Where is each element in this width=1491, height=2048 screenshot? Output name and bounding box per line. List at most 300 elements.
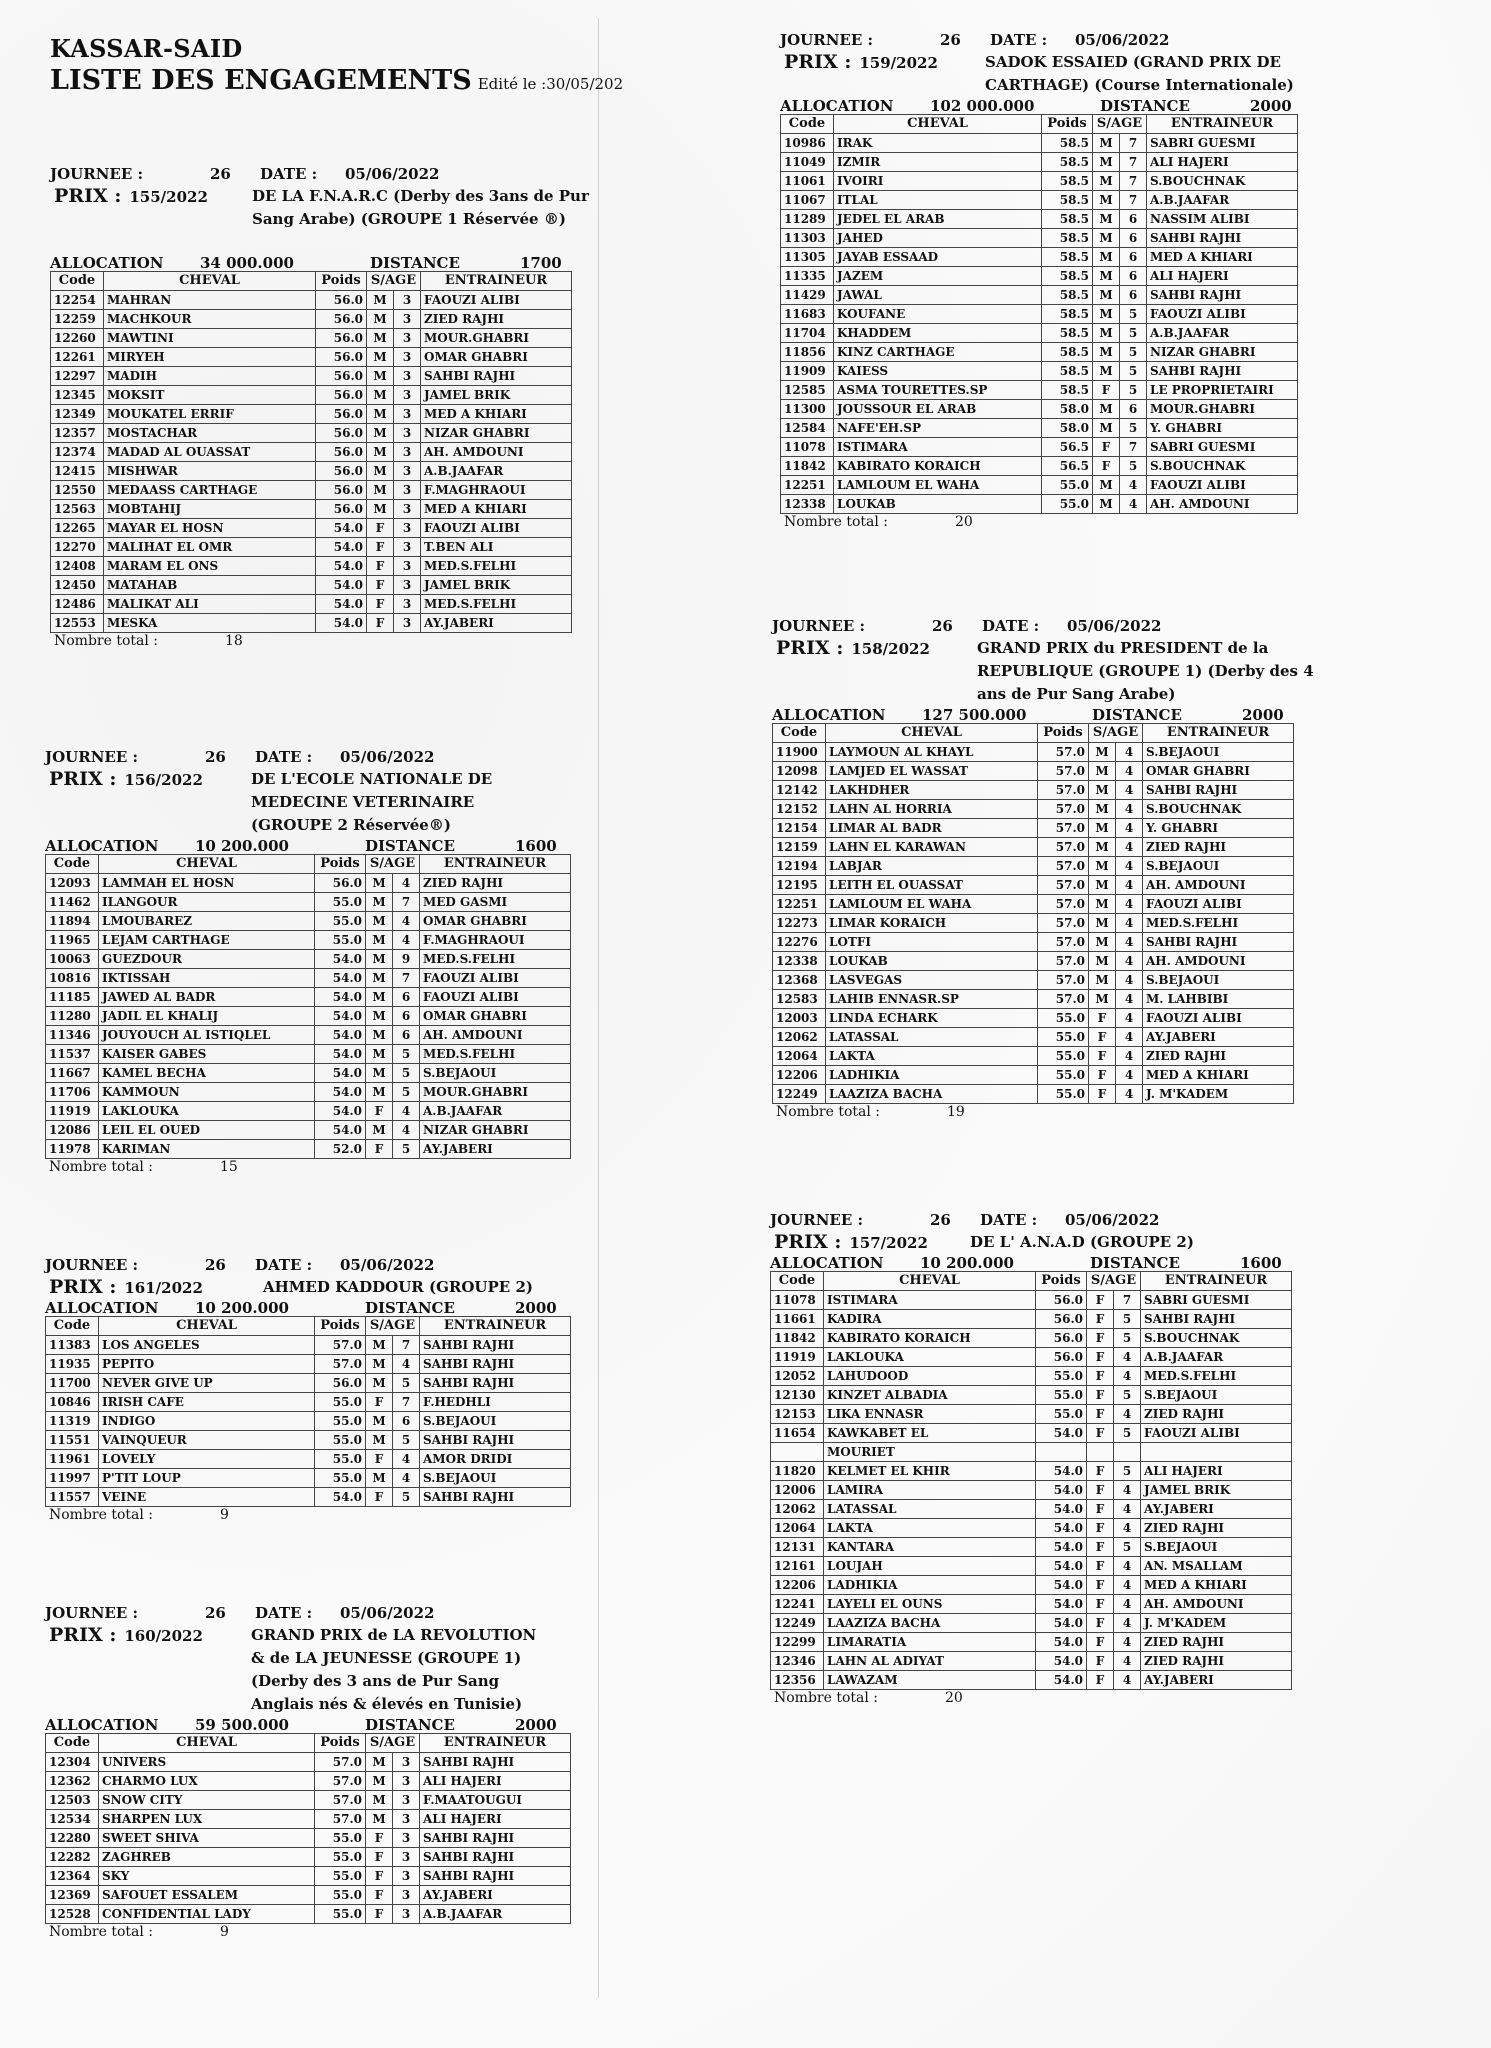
cell-weight: 54.0 [316,576,367,595]
table-row [781,210,1298,229]
cell-code: 11280 [46,1007,99,1026]
cell-age: 6 [1120,229,1147,248]
table-row [771,1310,1292,1329]
cell-age: 3 [394,348,421,367]
date-value: 05/06/2022 [340,1604,435,1622]
cell-trainer: S.BOUCHNAK [1143,800,1294,819]
cell-age: 3 [393,1753,420,1772]
cell-weight: 56.5 [1042,438,1093,457]
cell-weight: 57.0 [315,1772,366,1791]
header-code: Code [781,115,834,134]
table-row [51,595,572,614]
cell-weight: 54.0 [315,950,366,969]
cell-code: 12368 [773,971,826,990]
cell-trainer: S.BOUCHNAK [1141,1329,1292,1348]
cell-trainer: SAHBI RAJHI [1141,1310,1292,1329]
cell-code: 12261 [51,348,104,367]
cell-sex: F [366,1450,393,1469]
cell-sex: F [366,1393,393,1412]
cell-age: 5 [1120,457,1147,476]
cell-weight: 58.5 [1042,305,1093,324]
table-row [781,153,1298,172]
cell-horse: MOSTACHAR [104,424,316,443]
distance-value: 1600 [515,837,557,855]
table-row [51,443,572,462]
cell-weight: 54.0 [315,988,366,1007]
table-row [46,1829,571,1848]
cell-sex: M [366,1772,393,1791]
cell-age: 4 [1114,1671,1141,1690]
total-value: 9 [220,1924,229,1940]
table-row [773,990,1294,1009]
cell-trainer: MED A KHIARI [1141,1576,1292,1595]
cell-age: 4 [1116,800,1143,819]
cell-horse: MOKSIT [104,386,316,405]
cell-trainer: ZIED RAJHI [421,310,572,329]
table-row [51,576,572,595]
cell-horse: LOUKAB [834,495,1042,514]
cell-age: 4 [393,1355,420,1374]
table-row [781,362,1298,381]
table-row [781,286,1298,305]
distance-label: DISTANCE [365,1716,455,1734]
total-row [772,1104,1294,1124]
date-value: 05/06/2022 [345,165,440,183]
cell-age: 4 [1116,819,1143,838]
cell-horse: LMOUBAREZ [99,912,315,931]
cell-sex: M [366,931,393,950]
cell-horse: LIMAR KORAICH [826,914,1038,933]
race-block-158-2022 [772,617,1314,1124]
cell-sex: M [367,329,394,348]
table-row [781,229,1298,248]
cell-horse: SWEET SHIVA [99,1829,315,1848]
table-header [51,272,572,291]
cell-code: 11185 [46,988,99,1007]
cell-code: 11706 [46,1083,99,1102]
cell-age: 4 [1116,1085,1143,1104]
date-value: 05/06/2022 [1075,31,1170,49]
cell-trainer: SAHBI RAJHI [421,367,572,386]
cell-sex: M [366,1336,393,1355]
header-sage: S/AGE [366,1317,420,1336]
header-cheval: CHEVAL [104,272,316,291]
cell-code: 11683 [781,305,834,324]
cell-code: 12346 [771,1652,824,1671]
cell-weight: 56.0 [316,367,367,386]
cell-weight: 58.5 [1042,267,1093,286]
cell-sex: F [1087,1367,1114,1386]
cell-age: 3 [394,500,421,519]
cell-sex: M [366,1121,393,1140]
cell-code: 12280 [46,1829,99,1848]
cell-sex: M [366,1469,393,1488]
cell-code: 11654 [771,1424,824,1443]
cell-weight: 55.0 [1036,1367,1087,1386]
cell-trainer: A.B.JAAFAR [1147,324,1298,343]
cell-trainer: SAHBI RAJHI [420,1867,571,1886]
cell-age: 3 [394,424,421,443]
cell-trainer: SAHBI RAJHI [1147,229,1298,248]
allocation-row [45,1716,571,1733]
cell-trainer: AH. AMDOUNI [1143,952,1294,971]
cell-sex: M [1089,838,1116,857]
cell-trainer: ALI HAJERI [1147,153,1298,172]
cell-trainer: S.BEJAOUI [420,1469,571,1488]
cell-trainer [1141,1443,1292,1462]
cell-age: 3 [393,1772,420,1791]
distance-label: DISTANCE [1100,97,1190,115]
cell-trainer: MED.S.FELHI [1141,1367,1292,1386]
cell-weight: 54.0 [1036,1538,1087,1557]
race-meta [770,1211,1292,1231]
cell-age: 6 [393,988,420,1007]
cell-horse: LAKLOUKA [99,1102,315,1121]
cell-trainer: A.B.JAAFAR [1141,1348,1292,1367]
cell-code: 12131 [771,1538,824,1557]
cell-sex: M [1093,248,1120,267]
allocation-row [770,1254,1292,1271]
table-row [781,400,1298,419]
cell-age: 3 [394,595,421,614]
cell-age: 4 [1114,1348,1141,1367]
cell-horse: KOUFANE [834,305,1042,324]
cell-trainer: S.BOUCHNAK [1147,457,1298,476]
cell-weight: 57.0 [1038,933,1089,952]
prix-row [45,768,571,837]
cell-age: 4 [393,1450,420,1469]
cell-code: 11661 [771,1310,824,1329]
table-row [773,1066,1294,1085]
cell-code: 11667 [46,1064,99,1083]
cell-trainer: OMAR GHABRI [420,912,571,931]
cell-trainer: JAMEL BRIK [421,386,572,405]
cell-weight: 58.5 [1042,134,1093,153]
cell-horse: ILANGOUR [99,893,315,912]
cell-sex: M [1093,172,1120,191]
cell-age: 3 [393,1886,420,1905]
cell-weight: 58.5 [1042,381,1093,400]
cell-code: 12064 [771,1519,824,1538]
cell-horse: LAMLOUM EL WAHA [834,476,1042,495]
cell-age: 6 [393,1026,420,1045]
cell-age: 3 [394,291,421,310]
cell-weight: 57.0 [1038,781,1089,800]
cell-horse: MACHKOUR [104,310,316,329]
cell-code: 12062 [773,1028,826,1047]
cell-weight: 52.0 [315,1140,366,1159]
cell-horse: PEPITO [99,1355,315,1374]
cell-sex: M [1093,305,1120,324]
cell-code: 12486 [51,595,104,614]
cell-age: 5 [393,1431,420,1450]
cell-sex: M [366,1007,393,1026]
prix-label-text: PRIX : [784,51,852,73]
total-label: Nombre total : [49,1159,154,1175]
cell-horse: KAMMOUN [99,1083,315,1102]
cell-code: 12304 [46,1753,99,1772]
cell-sex: M [1093,419,1120,438]
table-row [51,367,572,386]
cell-horse: JAYAB ESSAAD [834,248,1042,267]
race-title: DE LA F.N.A.R.C (Derby des 3ans de Pur Sang Arabe) (GROUPE 1 Réservée ®) [252,187,589,228]
cell-weight: 57.0 [1038,971,1089,990]
cell-sex [1087,1443,1114,1462]
cell-age: 3 [394,576,421,595]
cell-trainer: A.B.JAAFAR [1147,191,1298,210]
cell-sex: M [366,1045,393,1064]
cell-horse: MIRYEH [104,348,316,367]
cell-sex: M [367,424,394,443]
cell-trainer: FAOUZI ALIBI [1141,1424,1292,1443]
cell-trainer: MED A KHIARI [421,405,572,424]
table-row [773,819,1294,838]
cell-age: 4 [1116,743,1143,762]
cell-weight: 54.0 [315,1083,366,1102]
cell-sex: F [1089,1085,1116,1104]
cell-sex: F [1093,381,1120,400]
header-sage: S/AGE [367,272,421,291]
cell-age: 4 [1114,1481,1141,1500]
cell-weight: 55.0 [1036,1405,1087,1424]
cell-code: 11289 [781,210,834,229]
cell-weight: 57.0 [1038,857,1089,876]
cell-trainer: T.BEN ALI [421,538,572,557]
cell-weight: 55.0 [1038,1028,1089,1047]
cell-weight: 55.0 [315,1905,366,1924]
cell-age: 7 [393,969,420,988]
cell-trainer: MED.S.FELHI [421,557,572,576]
cell-horse: JAHED [834,229,1042,248]
cell-horse: LOUKAB [826,952,1038,971]
cell-trainer: S.BOUCHNAK [1147,172,1298,191]
cell-code: 12585 [781,381,834,400]
cell-weight: 54.0 [1036,1462,1087,1481]
table-row [51,614,572,633]
cell-weight: 57.0 [1038,990,1089,1009]
cell-trainer: M. LAHBIBI [1143,990,1294,1009]
cell-weight: 55.0 [315,1867,366,1886]
cell-sex: M [367,462,394,481]
prix-row [50,185,589,254]
cell-horse: JAZEM [834,267,1042,286]
distance-label: DISTANCE [370,254,460,272]
cell-code: 12553 [51,614,104,633]
table-row [51,348,572,367]
cell-age: 5 [1120,362,1147,381]
table-row [771,1424,1292,1443]
header-entraineur: ENTRAINEUR [1147,115,1298,134]
header-entraineur: ENTRAINEUR [1143,724,1294,743]
cell-horse: GUEZDOUR [99,950,315,969]
cell-trainer: FAOUZI ALIBI [421,519,572,538]
cell-trainer: SAHBI RAJHI [1143,933,1294,952]
cell-age: 7 [1120,172,1147,191]
table-row [46,931,571,950]
cell-weight: 56.0 [316,329,367,348]
cell-trainer: ALI HAJERI [1147,267,1298,286]
cell-horse: ZAGHREB [99,1848,315,1867]
cell-code: 12584 [781,419,834,438]
cell-trainer: FAOUZI ALIBI [421,291,572,310]
prix-number: 160/2022 [124,1627,203,1645]
cell-sex: F [1087,1500,1114,1519]
cell-age: 5 [1120,381,1147,400]
cell-weight: 55.0 [315,931,366,950]
cell-age: 4 [393,874,420,893]
header-code: Code [51,272,104,291]
cell-sex: M [367,367,394,386]
cell-age: 3 [393,1905,420,1924]
total-row [45,1924,571,1944]
cell-age: 7 [1114,1291,1141,1310]
table-row [781,438,1298,457]
cell-code: 12338 [773,952,826,971]
cell-weight: 57.0 [1038,800,1089,819]
cell-code: 12152 [773,800,826,819]
header-code: Code [46,1317,99,1336]
cell-weight: 55.0 [1036,1386,1087,1405]
cell-weight: 55.0 [1038,1085,1089,1104]
date-label: DATE : [980,1211,1038,1229]
cell-sex: M [366,1026,393,1045]
cell-trainer: ZIED RAJHI [420,874,571,893]
header-sage: S/AGE [1089,724,1143,743]
cell-weight: 54.0 [1036,1557,1087,1576]
cell-code: 12374 [51,443,104,462]
cell-code: 11346 [46,1026,99,1045]
cell-trainer: NIZAR GHABRI [1147,343,1298,362]
table-row [781,476,1298,495]
cell-trainer: ZIED RAJHI [1141,1652,1292,1671]
header-cheval: CHEVAL [99,855,315,874]
prix-label [784,51,938,73]
cell-sex: F [1087,1424,1114,1443]
prix-label-text: PRIX : [776,637,844,659]
cell-sex: M [1093,400,1120,419]
cell-age: 4 [1114,1500,1141,1519]
cell-sex: M [366,988,393,1007]
cell-age [1114,1443,1141,1462]
cell-sex: F [1087,1291,1114,1310]
cell-code: 12064 [773,1047,826,1066]
cell-code: 12270 [51,538,104,557]
table-row [771,1652,1292,1671]
cell-code: 11961 [46,1450,99,1469]
cell-age: 3 [393,1829,420,1848]
cell-horse: MARAM EL ONS [104,557,316,576]
cell-weight: 56.0 [316,424,367,443]
race-meta [45,1256,571,1276]
cell-sex: M [1089,971,1116,990]
header-code: Code [773,724,826,743]
table-row [46,1336,571,1355]
cell-trainer: NASSIM ALIBI [1147,210,1298,229]
cell-horse: MADAD AL OUASSAT [104,443,316,462]
journee-label: JOURNEE : [50,165,144,183]
cell-sex: F [1087,1614,1114,1633]
table-row [781,381,1298,400]
cell-horse: CONFIDENTIAL LADY [99,1905,315,1924]
total-row [50,633,572,653]
cell-sex: M [1089,933,1116,952]
table-row [46,1791,571,1810]
cell-horse: JEDEL EL ARAB [834,210,1042,229]
table-row [46,1469,571,1488]
cell-horse: KAISER GABES [99,1045,315,1064]
cell-age: 3 [394,443,421,462]
cell-trainer: ZIED RAJHI [1141,1633,1292,1652]
cell-sex: M [1089,895,1116,914]
cell-horse: MAWTINI [104,329,316,348]
cell-weight: 55.0 [1038,1009,1089,1028]
table-row [773,1028,1294,1047]
cell-age: 4 [1116,1009,1143,1028]
cell-sex: M [367,500,394,519]
journee-label: JOURNEE : [780,31,874,49]
header-code: Code [771,1272,824,1291]
cell-horse: MALIHAT EL OMR [104,538,316,557]
allocation-row [45,837,571,854]
cell-code: 12062 [771,1500,824,1519]
cell-age: 3 [394,519,421,538]
cell-trainer: AN. MSALLAM [1141,1557,1292,1576]
cell-sex: F [1089,1028,1116,1047]
cell-sex: F [1093,438,1120,457]
cell-sex: F [366,1905,393,1924]
header-poids: Poids [315,855,366,874]
cell-code: 12503 [46,1791,99,1810]
cell-weight: 55.0 [315,1431,366,1450]
cell-age: 4 [1116,952,1143,971]
cell-sex: M [367,310,394,329]
header-cheval: CHEVAL [99,1317,315,1336]
table-row [781,172,1298,191]
table-row [46,1867,571,1886]
cell-age: 6 [1120,248,1147,267]
header-poids: Poids [315,1734,366,1753]
cell-code: 12265 [51,519,104,538]
cell-horse: KANTARA [824,1538,1036,1557]
prix-number: 155/2022 [129,188,208,206]
cell-weight: 55.0 [315,912,366,931]
cell-sex: F [366,1886,393,1905]
cell-age: 4 [1114,1576,1141,1595]
cell-code: 11061 [781,172,834,191]
cell-code: 11820 [771,1462,824,1481]
cell-trainer: FAOUZI ALIBI [420,988,571,1007]
cell-horse: P'TIT LOUP [99,1469,315,1488]
org-name: KASSAR-SAID [50,34,243,63]
cell-trainer: MOUR.GHABRI [1147,400,1298,419]
table-row [773,1047,1294,1066]
cell-horse: LASVEGAS [826,971,1038,990]
cell-sex: M [367,443,394,462]
cell-trainer: SAHBI RAJHI [420,1488,571,1507]
cell-age: 6 [393,1412,420,1431]
prix-label [49,1276,203,1298]
cell-weight: 54.0 [315,1045,366,1064]
cell-code: 11303 [781,229,834,248]
cell-weight: 58.5 [1042,229,1093,248]
cell-age: 3 [394,557,421,576]
cell-code: 12369 [46,1886,99,1905]
cell-weight: 57.0 [315,1753,366,1772]
cell-horse: KAWKABET EL [824,1424,1036,1443]
cell-code: 11842 [781,457,834,476]
cell-horse: LAKLOUKA [824,1348,1036,1367]
table-row [773,1085,1294,1104]
